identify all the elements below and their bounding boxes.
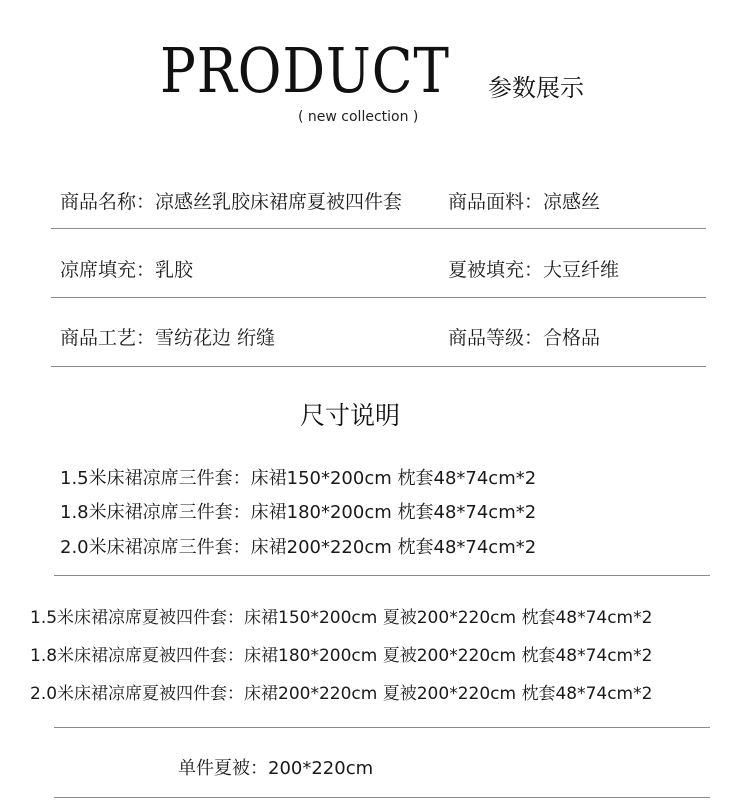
divider	[54, 727, 710, 728]
divider	[51, 366, 706, 367]
spec-craft: 商品工艺：雪纺花边 绗缝	[60, 327, 276, 349]
spec-mat-filling: 凉席填充：乳胶	[60, 259, 194, 281]
divider	[54, 575, 710, 576]
spec-grade: 商品等级：合格品	[448, 327, 601, 349]
size-four-piece-1-8: 1.8米床裙凉席夏被四件套：床裙180*200cm 夏被200*220cm 枕套48*74cm*2	[30, 646, 653, 666]
divider	[54, 797, 710, 798]
size-four-piece-1-5: 1.5米床裙凉席夏被四件套：床裙150*200cm 夏被200*220cm 枕套48*74cm*2	[30, 608, 653, 628]
divider	[51, 297, 706, 298]
product-logo: PRODUCT	[160, 34, 450, 107]
spec-quilt-filling: 夏被填充：大豆纤维	[448, 259, 620, 281]
parameters-title: 参数展示	[488, 74, 584, 102]
spec-product-name: 商品名称：凉感丝乳胶床裙席夏被四件套	[60, 191, 403, 213]
spec-fabric: 商品面料：凉感丝	[448, 191, 601, 213]
size-four-piece-2-0: 2.0米床裙凉席夏被四件套：床裙200*220cm 夏被200*220cm 枕套48*74cm*2	[30, 684, 653, 704]
size-section-title: 尺寸说明	[300, 401, 401, 430]
size-three-piece-2-0: 2.0米床裙凉席三件套：床裙200*220cm 枕套48*74cm*2	[60, 537, 537, 558]
size-three-piece-1-8: 1.8米床裙凉席三件套：床裙180*200cm 枕套48*74cm*2	[60, 502, 537, 523]
divider	[51, 228, 706, 229]
size-three-piece-1-5: 1.5米床裙凉席三件套：床裙150*200cm 枕套48*74cm*2	[60, 468, 537, 489]
size-single-quilt: 单件夏被：200*220cm	[178, 758, 374, 779]
collection-subtitle: ( new collection )	[298, 109, 419, 125]
